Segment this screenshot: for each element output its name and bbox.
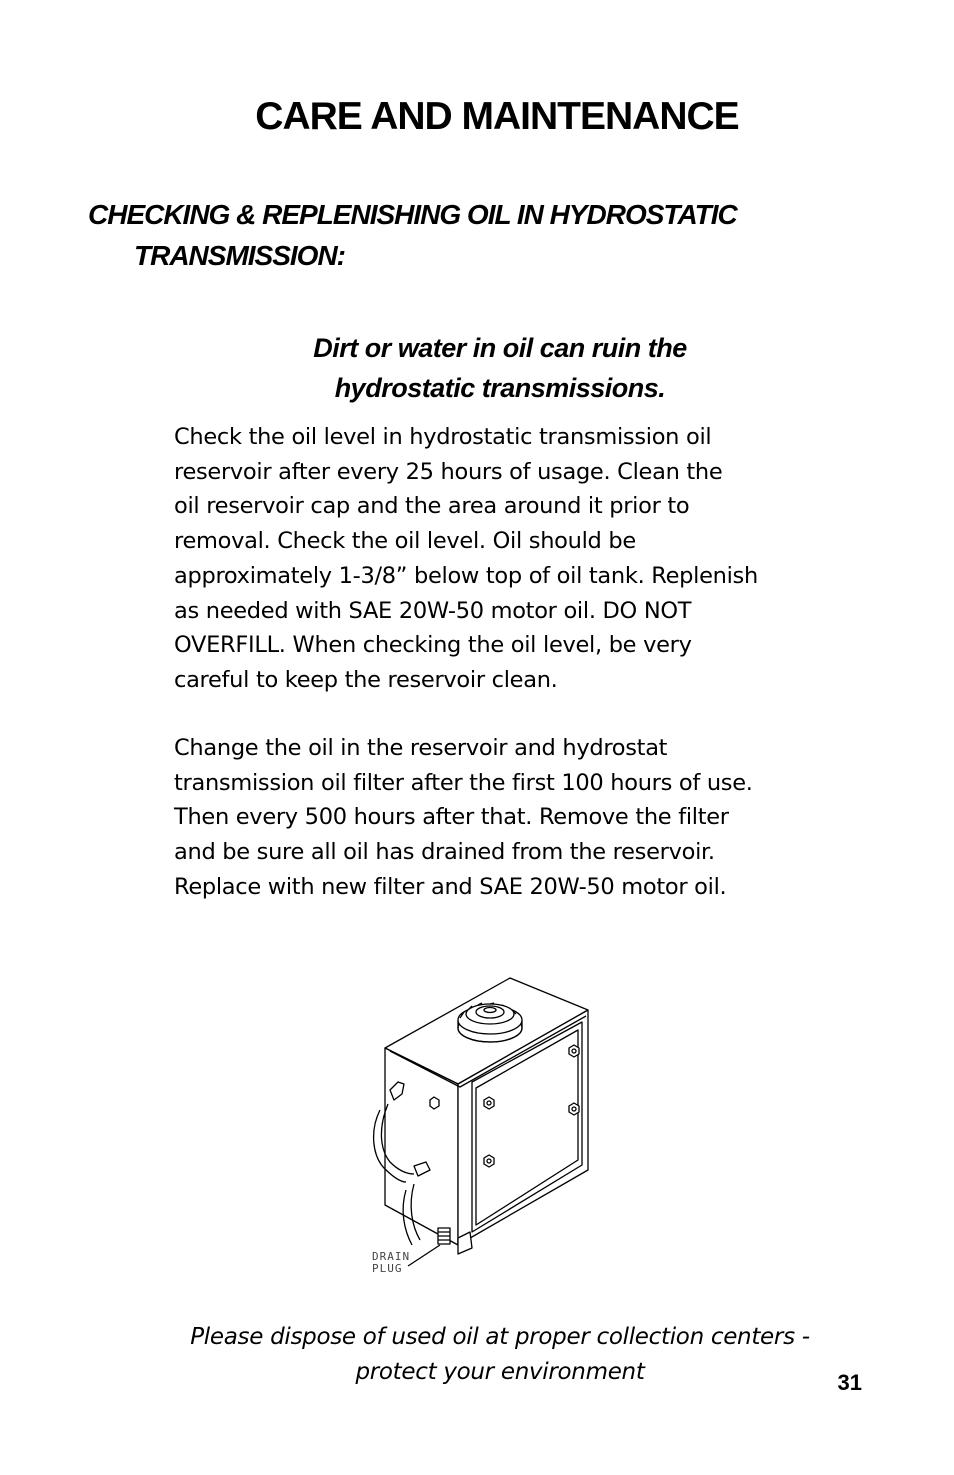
- paragraph-line: Check the oil level in hydrostatic transmission oil: [174, 424, 712, 450]
- footer-note: [160, 1320, 840, 1390]
- paragraph-line: and be sure all oil has drained from the reservoir.: [174, 839, 715, 866]
- bolt-icon: [569, 1045, 579, 1057]
- bolt-icon: [484, 1097, 494, 1109]
- paragraph-line: as needed with SAE 20W-50 motor oil. DO NOT: [174, 597, 692, 624]
- bolt-icon: [484, 1155, 494, 1167]
- footer-note-line-2: protect your environment: [355, 1359, 645, 1385]
- warning-line-2: hydrostatic transmissions.: [334, 373, 666, 403]
- section-heading-line-2: TRANSMISSION:: [134, 240, 345, 271]
- paragraph-line: approximately 1-3/8” below top of oil tank. Replenish: [174, 562, 758, 589]
- paragraph-line: OVERFILL. When checking the oil level, be very: [174, 632, 692, 659]
- paragraph-line: Replace with new filter and SAE 20W-50 motor oil.: [174, 873, 727, 900]
- drain-label-line-1: DRAIN: [372, 1250, 411, 1263]
- page-number: 31: [837, 1370, 862, 1395]
- section-heading-line-1: CHECKING & REPLENISHING OIL IN HYDROSTATIC: [88, 199, 737, 230]
- oil-reservoir-illustration: [360, 970, 600, 1280]
- oil-check-paragraph: [174, 420, 834, 698]
- paragraph-line: Then every 500 hours after that. Remove the filter: [174, 804, 729, 831]
- paragraph-line: transmission oil filter after the first 100 hours of use.: [174, 769, 753, 796]
- oil-change-paragraph: [174, 731, 834, 905]
- page-title: CARE AND MAINTENANCE: [255, 95, 739, 138]
- drain-label-line-2: PLUG: [372, 1262, 403, 1275]
- bolt-icon: [430, 1097, 439, 1109]
- paragraph-line: removal. Check the oil level. Oil should be: [174, 528, 636, 555]
- paragraph-line: oil reservoir cap and the area around it prior to: [174, 493, 690, 520]
- warning-line-1: Dirt or water in oil can ruin the: [313, 333, 687, 363]
- section-heading: [88, 194, 868, 276]
- paragraph-line: careful to keep the reservoir clean.: [174, 666, 558, 693]
- paragraph-line: Change the oil in the reservoir and hydrostat: [174, 735, 668, 761]
- footer-note-line-1: Please dispose of used oil at proper collection centers -: [190, 1324, 810, 1350]
- drain-plug-icon: [438, 1228, 450, 1244]
- bolt-icon: [569, 1103, 579, 1115]
- paragraph-line: reservoir after every 25 hours of usage. Clean the: [174, 458, 723, 485]
- warning-text: [180, 328, 820, 408]
